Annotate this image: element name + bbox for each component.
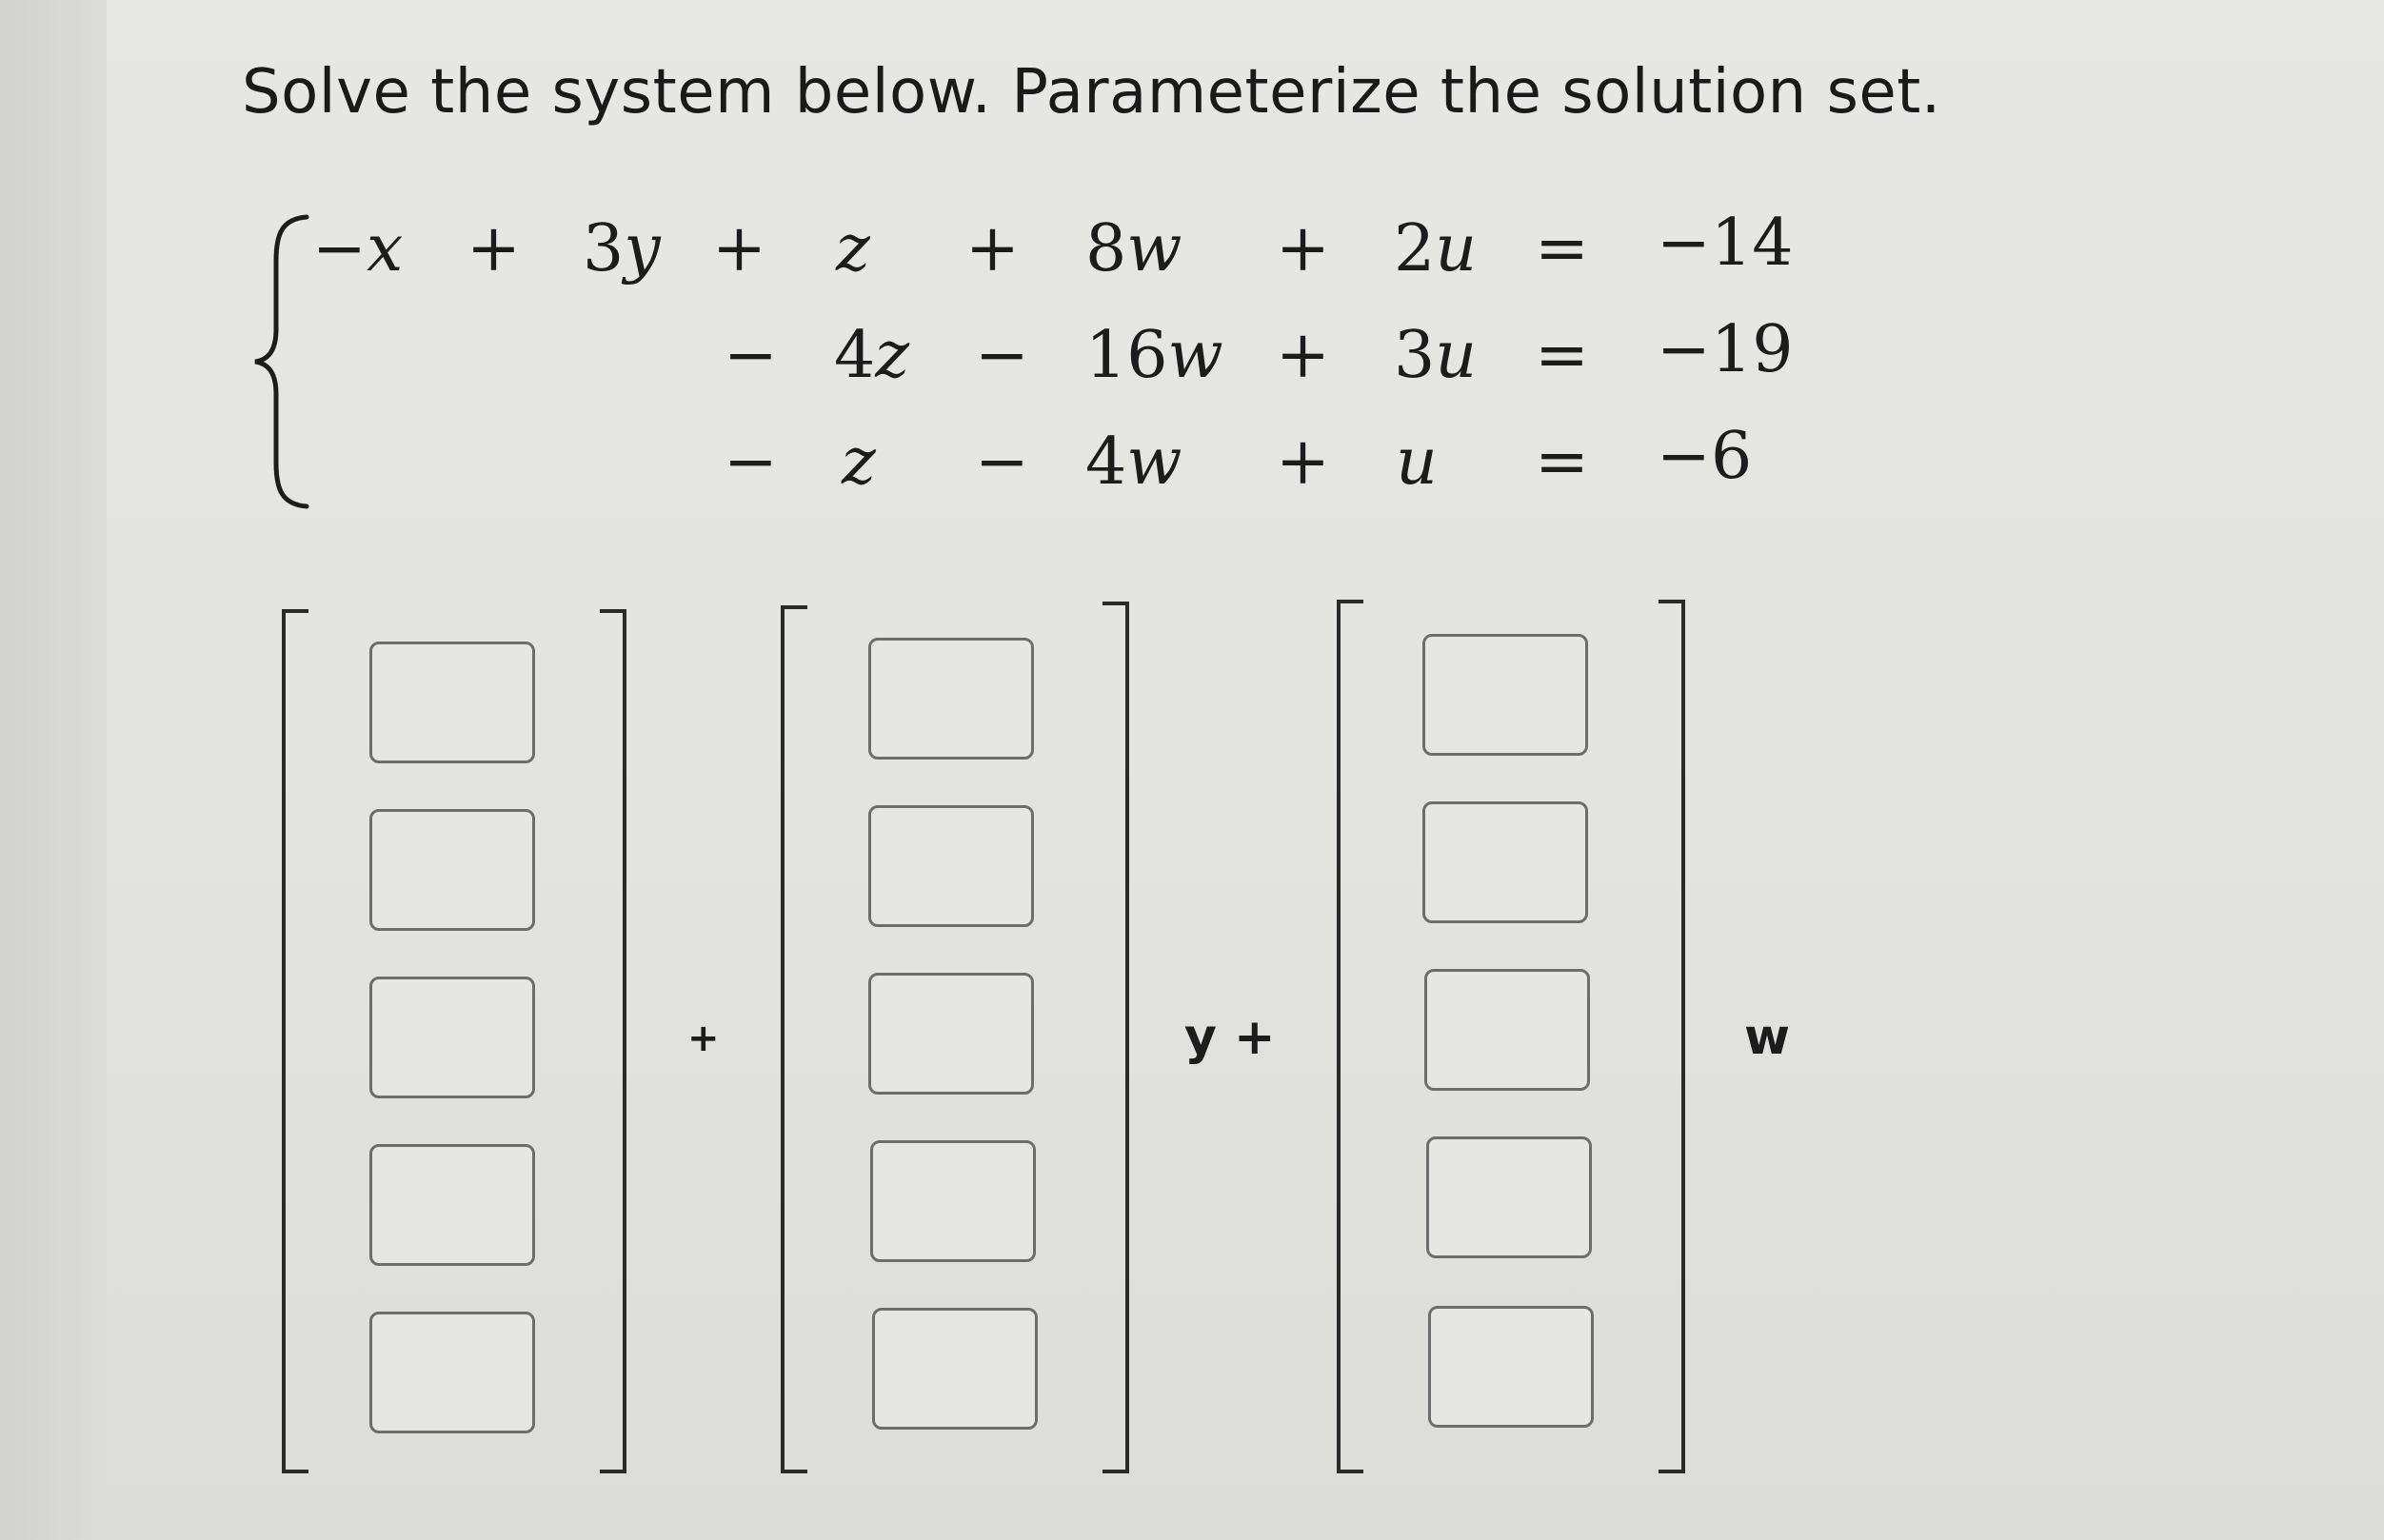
vector-1-entry-5[interactable] [369,1312,535,1433]
vector-2-entry-1[interactable] [868,638,1034,760]
eq1-sign4: + [965,211,1020,286]
eq1-term4: 8w [1085,211,1182,286]
vector-2-right-bracket [1103,602,1129,1473]
eq3-term4: 4w [1085,424,1182,500]
vector-3-right-bracket [1659,600,1685,1473]
system-brace [249,211,318,512]
eq2-sign3: − [724,318,778,393]
eq2-term4: 16w [1085,318,1223,393]
eq3-sign4: − [975,424,1029,500]
vector-3-entry-1[interactable] [1422,634,1588,756]
w-parameter-label: w [1744,1009,1791,1066]
vector-3-entry-5[interactable] [1428,1306,1594,1428]
eq1-equals: = [1535,211,1589,286]
eq3-equals: = [1535,424,1589,500]
vector-3-entry-3[interactable] [1424,969,1590,1091]
left-margin-strip [0,0,107,1540]
eq3-sign3: − [724,424,778,500]
vector-1-right-bracket [600,609,626,1473]
eq1-rhs: −14 [1657,206,1794,281]
eq3-term3: z [842,424,876,500]
vector-2-entry-5[interactable] [872,1308,1038,1430]
eq1-term3: z [836,211,870,286]
eq3-term5: u [1396,424,1438,500]
eq1-term5: 2u [1394,211,1478,286]
eq1-term2: 3y [583,211,661,286]
vector-3-left-bracket [1337,600,1363,1473]
vector-1-entry-1[interactable] [369,642,535,763]
eq1-sign2: + [467,211,521,286]
vector-2-entry-3[interactable] [868,973,1034,1095]
eq2-equals: = [1535,318,1589,393]
vector-2-left-bracket [781,605,807,1473]
vector-3-entry-2[interactable] [1422,801,1588,923]
eq2-term5: 3u [1394,318,1478,393]
eq2-sign4: − [975,318,1029,393]
eq2-term3: 4z [834,318,910,393]
problem-prompt: Solve the system below. Parameterize the solution set. [242,57,1941,128]
eq1-term1: −x [312,211,404,286]
y-parameter-label: y + [1184,1009,1276,1066]
plus-sign-1: + [687,1017,720,1060]
eq3-sign5: + [1276,424,1330,500]
eq2-sign5: + [1276,318,1330,393]
eq1-sign3: + [712,211,766,286]
eq1-sign5: + [1276,211,1330,286]
vector-1-left-bracket [282,609,308,1473]
vector-2-entry-2[interactable] [868,805,1034,927]
eq3-rhs: −6 [1657,419,1753,494]
vector-2-entry-4[interactable] [870,1140,1036,1262]
vector-1-entry-2[interactable] [369,809,535,931]
vector-1-entry-3[interactable] [369,977,535,1098]
vector-3-entry-4[interactable] [1426,1136,1592,1258]
eq2-rhs: −19 [1657,312,1794,387]
vector-1-entry-4[interactable] [369,1144,535,1266]
